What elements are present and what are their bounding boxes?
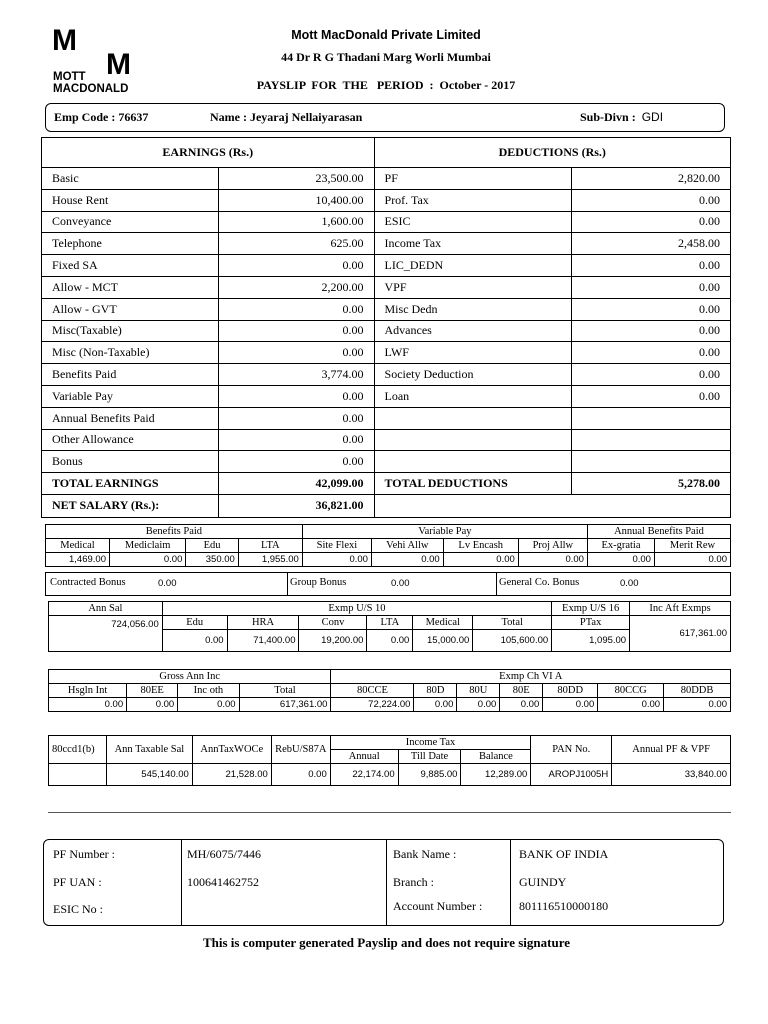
deduction-blank: [572, 429, 731, 451]
gross-value: 0.00: [49, 698, 127, 712]
company-address: 44 Dr R G Thadani Marg Worli Mumbai: [281, 50, 491, 64]
earning-value: 2,200.00: [218, 276, 374, 298]
exemption-header: HRA: [227, 616, 299, 630]
gross-value: 0.00: [127, 698, 178, 712]
deduction-value: 0.00: [572, 320, 731, 342]
earning-label: Variable Pay: [42, 385, 219, 407]
separator-line: [48, 812, 731, 813]
tax-table: [48, 735, 731, 786]
exemption-value: 15,000.00: [413, 630, 473, 652]
deduction-label: Loan: [374, 385, 572, 407]
earning-label: Other Allowance: [42, 429, 219, 451]
earning-value: 0.00: [218, 298, 374, 320]
tax-header: Ann Taxable Sal: [106, 736, 192, 764]
benefits-paid-header: Benefits Paid: [46, 525, 303, 539]
tax-value: 12,289.00: [461, 764, 531, 786]
total-earnings-label: TOTAL EARNINGS: [42, 473, 219, 495]
tax-value: 22,174.00: [330, 764, 398, 786]
benefit-header: Medical: [46, 539, 110, 553]
pay-row: [42, 364, 731, 386]
deduction-label: Advances: [374, 320, 572, 342]
company-logo: [52, 26, 142, 96]
exemption-value: 1,095.00: [552, 630, 630, 652]
exemption-header: Total: [473, 616, 552, 630]
tax-header: 80ccd1(b): [49, 736, 107, 764]
exemption-header: Edu: [162, 616, 227, 630]
deduction-label: ESIC: [374, 211, 572, 233]
income-tax-subheader: Till Date: [398, 750, 461, 764]
gross-header: Total: [239, 684, 331, 698]
exmp-us16-header: Exmp U/S 16: [552, 602, 630, 616]
deduction-value: 0.00: [572, 342, 731, 364]
ann-sal-header: Ann Sal: [49, 602, 163, 616]
income-tax-subheader: Balance: [461, 750, 531, 764]
deduction-value: 0.00: [572, 298, 731, 320]
contracted-bonus-label: Contracted Bonus: [50, 577, 126, 588]
logo-letter-m1: M: [52, 24, 77, 57]
earning-value: 0.00: [218, 255, 374, 277]
pay-row: [42, 429, 731, 451]
tax-header: Income Tax: [330, 736, 531, 750]
deduction-blank: [374, 407, 572, 429]
deduction-value: 0.00: [572, 364, 731, 386]
benefit-value: 0.00: [587, 553, 654, 567]
benefit-value: 350.00: [186, 553, 238, 567]
pay-row: [42, 342, 731, 364]
gross-header: Inc oth: [178, 684, 239, 698]
exemption-value: 71,400.00: [227, 630, 299, 652]
benefit-value: 0.00: [109, 553, 185, 567]
emp-code: Emp Code : 76637: [54, 110, 149, 124]
esic-label: ESIC No :: [53, 902, 104, 916]
group-bonus-value: 0.00: [391, 578, 410, 589]
deduction-value: 0.00: [572, 189, 731, 211]
inc-aft-exmps-value: 617,361.00: [630, 616, 731, 652]
pay-row: [42, 298, 731, 320]
annual-benefits-header: Annual Benefits Paid: [587, 525, 730, 539]
deduction-value: 0.00: [572, 255, 731, 277]
earning-value: 3,774.00: [218, 364, 374, 386]
deduction-label: LWF: [374, 342, 572, 364]
gross-value: 72,224.00: [331, 698, 414, 712]
inc-aft-exmps-header: Inc Aft Exmps: [630, 602, 731, 616]
earning-value: 0.00: [218, 385, 374, 407]
pay-row: [42, 211, 731, 233]
gross-header: 80U: [457, 684, 500, 698]
gross-header: 80D: [414, 684, 457, 698]
earnings-title: EARNINGS (Rs.): [42, 138, 375, 168]
earning-label: Allow - GVT: [42, 298, 219, 320]
benefit-header: Ex-gratia: [587, 539, 654, 553]
gross-header: 80CCE: [331, 684, 414, 698]
gross-ann-inc-header: Gross Ann Inc: [49, 670, 331, 684]
earning-label: Misc (Non-Taxable): [42, 342, 219, 364]
deductions-title: DEDUCTIONS (Rs.): [374, 138, 730, 168]
contracted-bonus-value: 0.00: [158, 578, 177, 589]
pay-row: [42, 385, 731, 407]
gross-header: 80E: [500, 684, 543, 698]
earning-value: 10,400.00: [218, 189, 374, 211]
benefit-header: LTA: [238, 539, 302, 553]
pf-uan-label: PF UAN :: [53, 875, 102, 889]
benefit-value: 0.00: [443, 553, 518, 567]
total-deductions-label: TOTAL DEDUCTIONS: [374, 473, 572, 495]
exemption-header: Medical: [413, 616, 473, 630]
deduction-label: PF: [374, 168, 572, 190]
earning-value: 0.00: [218, 342, 374, 364]
deduction-blank: [572, 451, 731, 473]
ann-sal-value: 724,056.00: [49, 616, 163, 652]
benefit-header: Edu: [186, 539, 238, 553]
tax-value: 9,885.00: [398, 764, 461, 786]
earning-value: 0.00: [218, 320, 374, 342]
gross-header: 80CCG: [598, 684, 664, 698]
computer-generated-note: This is computer generated Payslip and does not require signature: [202, 935, 571, 950]
exemptions-table: [48, 601, 731, 652]
pay-row: [42, 320, 731, 342]
gross-header: 80EE: [127, 684, 178, 698]
pf-uan-value: 100641462752: [187, 875, 259, 889]
income-tax-subheader: Annual: [330, 750, 398, 764]
bonus-divider-1: [287, 572, 288, 596]
exmp-ch-via-header: Exmp Ch VI A: [331, 670, 731, 684]
exemption-value: 105,600.00: [473, 630, 552, 652]
gross-value: 617,361.00: [239, 698, 331, 712]
benefit-header: Lv Encash: [443, 539, 518, 553]
footer-divider-2: [386, 839, 387, 926]
earning-label: Misc(Taxable): [42, 320, 219, 342]
tax-value: 545,140.00: [106, 764, 192, 786]
deduction-label: VPF: [374, 276, 572, 298]
exemption-header: PTax: [552, 616, 630, 630]
net-salary-blank: [374, 494, 730, 517]
exemption-value: 19,200.00: [299, 630, 367, 652]
benefit-header: Merit Rew: [654, 539, 730, 553]
earning-value: 625.00: [218, 233, 374, 255]
tax-header: AnnTaxWOCe: [192, 736, 271, 764]
pay-row: [42, 255, 731, 277]
bank-name-value: BANK OF INDIA: [519, 847, 609, 861]
gross-header: 80DD: [543, 684, 598, 698]
benefit-header: Mediclaim: [109, 539, 185, 553]
deduction-value: 0.00: [572, 211, 731, 233]
tax-header: PAN No.: [531, 736, 612, 764]
logo-text-macdonald: MACDONALD: [53, 83, 129, 95]
exemption-header: LTA: [367, 616, 413, 630]
payslip-period: PAYSLIP FOR THE PERIOD : October - 2017: [256, 78, 516, 92]
bank-name-label: Bank Name :: [393, 847, 457, 861]
deduction-value: 0.00: [572, 385, 731, 407]
benefit-header: Site Flexi: [302, 539, 371, 553]
company-name: Mott MacDonald Private Limited: [291, 28, 481, 42]
tax-header: RebU/S87A: [271, 736, 330, 764]
footer-divider-3: [510, 839, 511, 926]
pay-row: [42, 189, 731, 211]
bonus-divider-2: [496, 572, 497, 596]
benefit-value: 1,469.00: [46, 553, 110, 567]
benefit-value: 0.00: [302, 553, 371, 567]
gross-value: 0.00: [664, 698, 731, 712]
deduction-value: 2,458.00: [572, 233, 731, 255]
benefit-value: 0.00: [371, 553, 443, 567]
deduction-label: Society Deduction: [374, 364, 572, 386]
deduction-label: Prof. Tax: [374, 189, 572, 211]
deduction-label: LIC_DEDN: [374, 255, 572, 277]
sub-division: Sub-Divn : GDI: [580, 110, 664, 124]
benefit-value: 0.00: [518, 553, 587, 567]
earning-value: 1,600.00: [218, 211, 374, 233]
pay-row: [42, 407, 731, 429]
earning-label: Allow - MCT: [42, 276, 219, 298]
benefit-value: 0.00: [654, 553, 730, 567]
pf-number-value: MH/6075/7446: [187, 847, 262, 861]
emp-name-value: Jeyaraj Nellaiyarasan: [249, 110, 363, 124]
deduction-label: Misc Dedn: [374, 298, 572, 320]
exmp-us10-header: Exmp U/S 10: [162, 602, 551, 616]
deduction-value: 0.00: [572, 276, 731, 298]
benefit-header: Vehi Allw: [371, 539, 443, 553]
deduction-value: 2,820.00: [572, 168, 731, 190]
earning-label: Conveyance: [42, 211, 219, 233]
exemption-header: Conv: [299, 616, 367, 630]
benefit-header: Proj Allw: [518, 539, 587, 553]
gross-value: 0.00: [543, 698, 598, 712]
tax-value: 0.00: [271, 764, 330, 786]
earning-label: Fixed SA: [42, 255, 219, 277]
branch-label: Branch :: [393, 875, 434, 889]
gross-header: 80DDB: [664, 684, 731, 698]
variable-pay-header: Variable Pay: [302, 525, 587, 539]
deduction-label: Income Tax: [374, 233, 572, 255]
sub-division-value: GDI: [641, 110, 664, 124]
gross-value: 0.00: [414, 698, 457, 712]
deduction-blank: [572, 407, 731, 429]
pay-row: [42, 451, 731, 473]
tax-value: [49, 764, 107, 786]
exemption-value: 0.00: [367, 630, 413, 652]
earning-value: 0.00: [218, 451, 374, 473]
emp-code-value: 76637: [118, 110, 149, 124]
general-bonus-label: General Co. Bonus: [499, 577, 580, 588]
pay-row: [42, 233, 731, 255]
pf-number-label: PF Number :: [53, 847, 116, 861]
account-number-label: Account Number :: [393, 899, 483, 913]
pay-row: [42, 168, 731, 190]
total-deductions-value: 5,278.00: [572, 473, 731, 495]
exemption-value: 0.00: [162, 630, 227, 652]
gross-value: 0.00: [457, 698, 500, 712]
earning-value: 23,500.00: [218, 168, 374, 190]
tax-value: 21,528.00: [192, 764, 271, 786]
gross-value: 0.00: [178, 698, 239, 712]
group-bonus-label: Group Bonus: [290, 577, 347, 588]
gross-value: 0.00: [500, 698, 543, 712]
net-salary-value: 36,821.00: [218, 494, 374, 517]
earning-label: Benefits Paid: [42, 364, 219, 386]
pan-number-value: AROPJ1005H: [531, 764, 612, 786]
benefit-value: 1,955.00: [238, 553, 302, 567]
branch-value: GUINDY: [519, 875, 567, 889]
footer-divider-1: [181, 839, 182, 926]
earning-label: Telephone: [42, 233, 219, 255]
emp-name: Name : Jeyaraj Nellaiyarasan: [210, 110, 363, 124]
earning-label: Annual Benefits Paid: [42, 407, 219, 429]
earning-label: Basic: [42, 168, 219, 190]
logo-text-mott: MOTT: [53, 71, 86, 83]
earning-value: 0.00: [218, 407, 374, 429]
gross-value: 0.00: [598, 698, 664, 712]
tax-header: Annual PF & VPF: [612, 736, 731, 764]
deduction-blank: [374, 429, 572, 451]
benefits-table: [45, 524, 731, 567]
earning-value: 0.00: [218, 429, 374, 451]
bank-details-box: [43, 839, 724, 926]
general-bonus-value: 0.00: [620, 578, 639, 589]
account-number-value: 801116510000180: [519, 899, 609, 913]
tax-value: 33,840.00: [612, 764, 731, 786]
gross-header: Hsgln Int: [49, 684, 127, 698]
net-salary-label: NET SALARY (Rs.):: [42, 494, 219, 517]
pay-row: [42, 276, 731, 298]
earning-label: Bonus: [42, 451, 219, 473]
deduction-blank: [374, 451, 572, 473]
total-earnings-value: 42,099.00: [218, 473, 374, 495]
earnings-deductions-table: [41, 137, 731, 518]
earning-label: House Rent: [42, 189, 219, 211]
gross-income-table: [48, 669, 731, 712]
logo-letter-m2: M: [106, 48, 131, 81]
